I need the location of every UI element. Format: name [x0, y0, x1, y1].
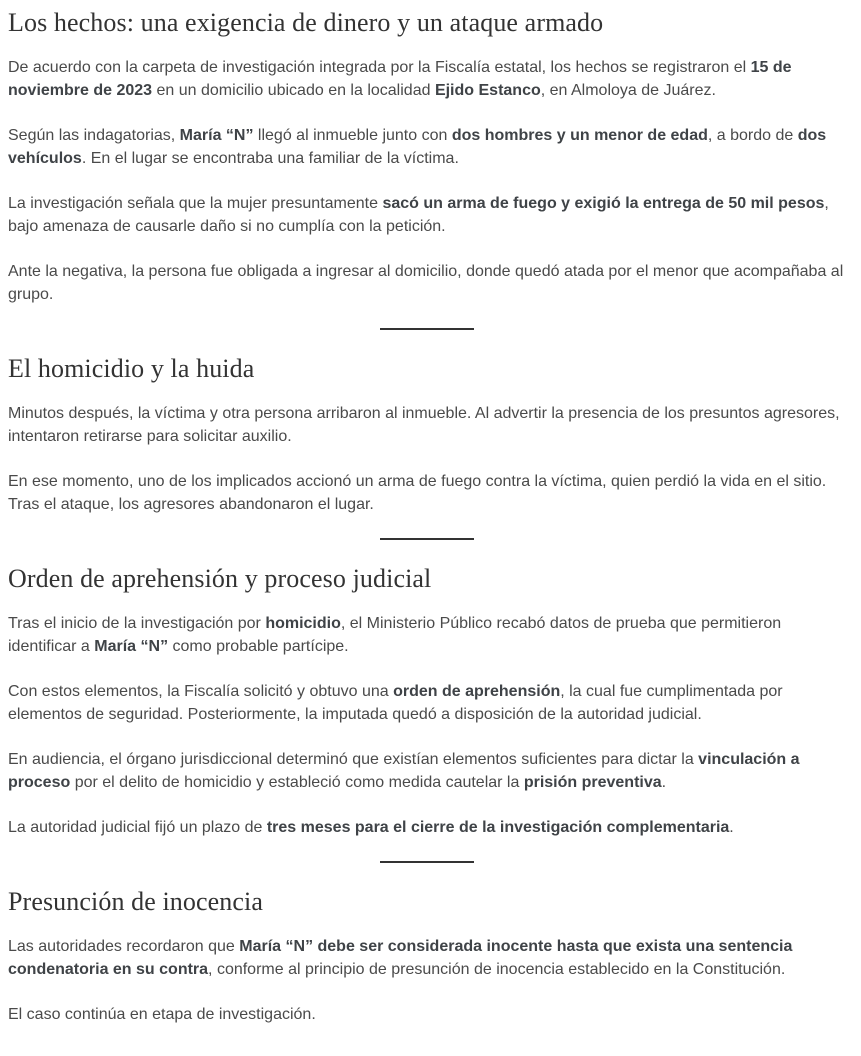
text-segment: En audiencia, el órgano jurisdiccional determinó que existían elementos suficientes para dictar la [8, 751, 699, 768]
text-segment: como probable partícipe. [168, 638, 349, 655]
bold-text-segment: vinculación a proceso [8, 751, 800, 791]
article-body [8, 6, 845, 1026]
text-segment: Las autoridades recordaron que [8, 938, 240, 955]
text-segment: . [661, 774, 667, 791]
paragraph [8, 612, 845, 658]
bold-text-segment: María “N” debe ser considerada inocente hasta que exista una sentencia condenatoria en su contra [8, 938, 793, 978]
text-segment: . [729, 819, 734, 836]
text-segment: llegó al inmueble junto con [253, 127, 452, 144]
bold-text-segment: tres meses para el cierre de la investigación complementaria [266, 819, 730, 836]
bold-text-segment: María “N” [179, 127, 254, 144]
bold-text-segment: homicidio [265, 615, 341, 632]
text-segment: La autoridad judicial fijó un plazo de [8, 819, 267, 836]
text-segment: , bajo amenaza de causarle daño si no cumplía con la petición. [8, 195, 829, 235]
text-segment: Minutos después, la víctima y otra persona arribaron al inmueble. Al advertir la presencia de los presuntos agresores, intentaron retirarse para solicitar auxilio. [8, 405, 840, 445]
text-segment: Según las indagatorias, [8, 127, 180, 144]
section-divider [380, 328, 474, 330]
text-segment: En ese momento, uno de los implicados accionó un arma de fuego contra la víctima, quien perdió la vida en el sitio. Tras el ataque, los agresores abandonaron el lugar. [8, 473, 827, 513]
bold-text-segment: María “N” [94, 638, 169, 655]
paragraph [8, 402, 845, 448]
bold-text-segment: dos hombres y un menor de edad [451, 127, 708, 144]
section-heading: Presunción de inocencia [8, 887, 263, 916]
bold-text-segment: prisión preventiva [523, 774, 662, 791]
text-segment: , el Ministerio Público recabó datos de prueba que permitieron identificar a [8, 615, 782, 655]
bold-text-segment: sacó un arma de fuego y exigió la entrega de 50 mil pesos [382, 195, 825, 212]
paragraph [8, 748, 845, 794]
paragraph [8, 680, 845, 726]
paragraph [8, 260, 845, 306]
bold-text-segment: orden de aprehensión [393, 683, 561, 700]
text-segment: , la cual fue cumplimentada por elementos de seguridad. Posteriormente, la imputada quedó a disposición de la autoridad judicial. [8, 683, 783, 723]
text-segment: por el delito de homicidio y estableció como medida cautelar la [70, 774, 524, 791]
text-segment: . En el lugar se encontraba una familiar de la víctima. [81, 150, 459, 167]
bold-text-segment: Ejido Estanco [434, 82, 541, 99]
text-segment: , en Almoloya de Juárez. [540, 82, 716, 99]
text-segment: De acuerdo con la carpeta de investigación integrada por la Fiscalía estatal, los hechos se registraron el [8, 59, 751, 76]
bold-text-segment: 15 de noviembre de 2023 [8, 59, 792, 99]
paragraph [8, 935, 845, 981]
paragraph [8, 1003, 845, 1026]
article-section [8, 6, 845, 306]
text-segment: Tras el inicio de la investigación por [8, 615, 266, 632]
text-segment: , conforme al principio de presunción de inocencia establecido en la Constitución. [208, 961, 786, 978]
article-section [8, 562, 845, 839]
text-segment: , a bordo de [707, 127, 798, 144]
article-section [8, 352, 845, 516]
paragraph [8, 816, 845, 839]
paragraph [8, 124, 845, 170]
paragraph [8, 470, 845, 516]
section-heading: El homicidio y la huida [8, 354, 255, 383]
paragraph [8, 192, 845, 238]
article-section [8, 885, 845, 1026]
text-segment: La investigación señala que la mujer presuntamente [8, 195, 383, 212]
section-divider [380, 538, 474, 540]
section-heading: Orden de aprehensión y proceso judicial [8, 564, 432, 593]
section-heading: Los hechos: una exigencia de dinero y un ataque armado [8, 8, 604, 37]
text-segment: Con estos elementos, la Fiscalía solicitó y obtuvo una [8, 683, 394, 700]
text-segment: El caso continúa en etapa de investigación. [8, 1006, 316, 1023]
bold-text-segment: dos vehículos [8, 127, 827, 167]
text-segment: Ante la negativa, la persona fue obligada a ingresar al domicilio, donde quedó atada por el menor que acompañaba al grupo. [8, 263, 844, 303]
section-divider [380, 861, 474, 863]
paragraph [8, 56, 845, 102]
text-segment: en un domicilio ubicado en la localidad [152, 82, 435, 99]
